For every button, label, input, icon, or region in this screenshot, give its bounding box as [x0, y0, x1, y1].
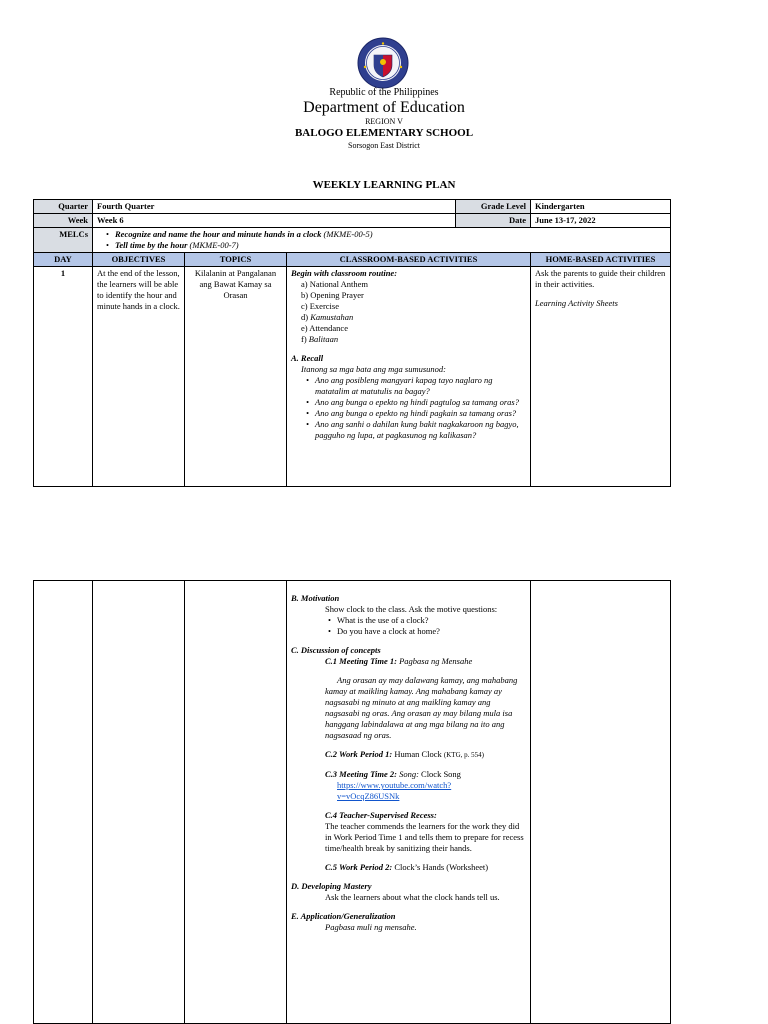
district-label: Sorsogon East District — [348, 141, 420, 150]
melc-item: • Tell time by the hour (MKME-00-7) — [115, 240, 666, 251]
home-activities-cell — [531, 267, 671, 487]
quarter-value: Fourth Quarter — [93, 200, 456, 214]
recall-question: • Ano ang bunga o epekto ng hindi pagkain sa tamang oras? — [315, 408, 526, 419]
weekly-plan-table-page1 — [33, 199, 671, 487]
week-value: Week 6 — [93, 214, 456, 228]
routine-heading: Begin with classroom routine: — [291, 268, 398, 278]
date-label: Date — [456, 214, 531, 228]
week-row — [34, 214, 671, 228]
routine-item: c) Exercise — [301, 301, 339, 311]
col-day: DAY — [34, 253, 93, 267]
c2-line: C.2 Work Period 1: Human Clock (KTG, p. 554) — [325, 749, 484, 759]
grade-level-label: Grade Level — [456, 200, 531, 214]
developing-mastery-text: Ask the learners about what the clock hands tell us. — [325, 892, 500, 902]
routine-item: a) National Anthem — [301, 279, 369, 289]
motivation-text: Show clock to the class. Ask the motive questions: — [325, 604, 498, 614]
routine-item: d) Kamustahan — [301, 312, 354, 322]
c4-text: The teacher commends the learners for the work they did in Work Period Time 1 and tells them to prepare for recess time/health break by sanitizing their hands. — [325, 821, 524, 853]
quarter-row — [34, 200, 671, 214]
routine-list — [291, 279, 526, 345]
region-label: REGION V — [365, 117, 403, 126]
col-classroom-activities: CLASSROOM-BASED ACTIVITIES — [287, 253, 531, 267]
home-activity-sheets: Learning Activity Sheets — [535, 298, 618, 308]
recall-question: • Ano ang posibleng mangyari kapag tayo naglaro ng matatalim at matutulis na bagay? — [315, 375, 526, 397]
weekly-plan-table-page2 — [33, 580, 671, 1024]
classroom-activities-continued — [287, 581, 531, 1024]
grade-level-value: Kindergarten — [531, 200, 671, 214]
discussion-heading: C. Discussion of concepts — [291, 645, 381, 655]
application-text: Pagbasa muli ng mensahe. — [325, 922, 417, 932]
day-cell-empty — [34, 581, 93, 1024]
c5-line: C.5 Work Period 2: Clock’s Hands (Worksheet) — [325, 862, 489, 872]
day1-row — [34, 267, 671, 487]
recall-intro: Itanong sa mga bata ang mga sumusunod: — [301, 364, 446, 374]
recall-question: • Ano ang sanhi o dahilan kung bakit nagkakaroon ng bagyo, pagguho ng lupa, at pagkasunog ng kalikasan? — [315, 419, 526, 441]
col-home-activities: HOME-BASED ACTIVITIES — [531, 253, 671, 267]
col-objectives: OBJECTIVES — [93, 253, 185, 267]
melcs-row — [34, 228, 671, 253]
c4-heading: C.4 Teacher-Supervised Recess: — [325, 810, 437, 820]
routine-item: f) Balitaan — [301, 334, 339, 344]
column-header-row — [34, 253, 671, 267]
day-number: 1 — [34, 267, 93, 487]
routine-item: e) Attendance — [301, 323, 348, 333]
classroom-activities-cell — [287, 267, 531, 487]
col-topics: TOPICS — [185, 253, 287, 267]
home-activity-text: Ask the parents to guide their children in their activities. — [535, 268, 666, 289]
objective-text: At the end of the lesson, the learners will be able to identify the hour and minute hands in a clock. — [93, 267, 185, 487]
motivation-heading: B. Motivation — [291, 593, 340, 603]
c3-line: C.3 Meeting Time 2: Song: Clock Song — [325, 769, 461, 779]
topic-cell-empty — [185, 581, 287, 1024]
routine-item: b) Opening Prayer — [301, 290, 364, 300]
melcs-list — [93, 228, 671, 253]
melc-item: • Recognize and name the hour and minute hands in a clock (MKME-00-5) — [115, 229, 666, 240]
melcs-label: MELCs — [34, 228, 93, 253]
recall-question: • Ano ang bunga o epekto ng hindi pagtulog sa tamang oras? — [315, 397, 526, 408]
page-title: WEEKLY LEARNING PLAN — [312, 179, 456, 191]
application-heading: E. Application/Generalization — [291, 911, 396, 921]
developing-mastery-heading: D. Developing Mastery — [291, 881, 372, 891]
day1-continued-row — [34, 581, 671, 1024]
objective-cell-empty — [93, 581, 185, 1024]
c1-paragraph: Ang orasan ay may dalawang kamay, ang mahabang kamay at maikling kamay. Ang mahabang kamay ay nagsasabi ng minuto at ang maikling kamay ang nagsasabi ng oras. Ang orasan ay may bilang mula isa hanggang labindalawa at ang mga bilang na ito ang nagsasaad ng oras. — [325, 675, 518, 740]
date-value: June 13-17, 2022 — [531, 214, 671, 228]
topic-text: Kilalanin at Pangalanan ang Bawat Kamay sa Orasan — [185, 267, 287, 487]
c1-line: C.1 Meeting Time 1: Pagbasa ng Mensahe — [325, 656, 473, 666]
recall-heading: A. Recall — [291, 353, 324, 363]
clock-song-link[interactable]: https://www.youtube.com/watch? v=vOcqZ86USNk — [337, 780, 452, 801]
department-label: Department of Education — [303, 99, 465, 116]
motivation-question: • What is the use of a clock? — [337, 615, 526, 626]
quarter-label: Quarter — [34, 200, 93, 214]
motivation-questions — [291, 615, 526, 637]
week-label: Week — [34, 214, 93, 228]
school-name: BALOGO ELEMENTARY SCHOOL — [294, 127, 474, 139]
motivation-question: • Do you have a clock at home? — [337, 626, 526, 637]
deped-seal-icon — [357, 37, 409, 89]
republic-label: Republic of the Philippines — [329, 87, 439, 98]
home-cell-empty — [531, 581, 671, 1024]
recall-questions — [291, 375, 526, 441]
